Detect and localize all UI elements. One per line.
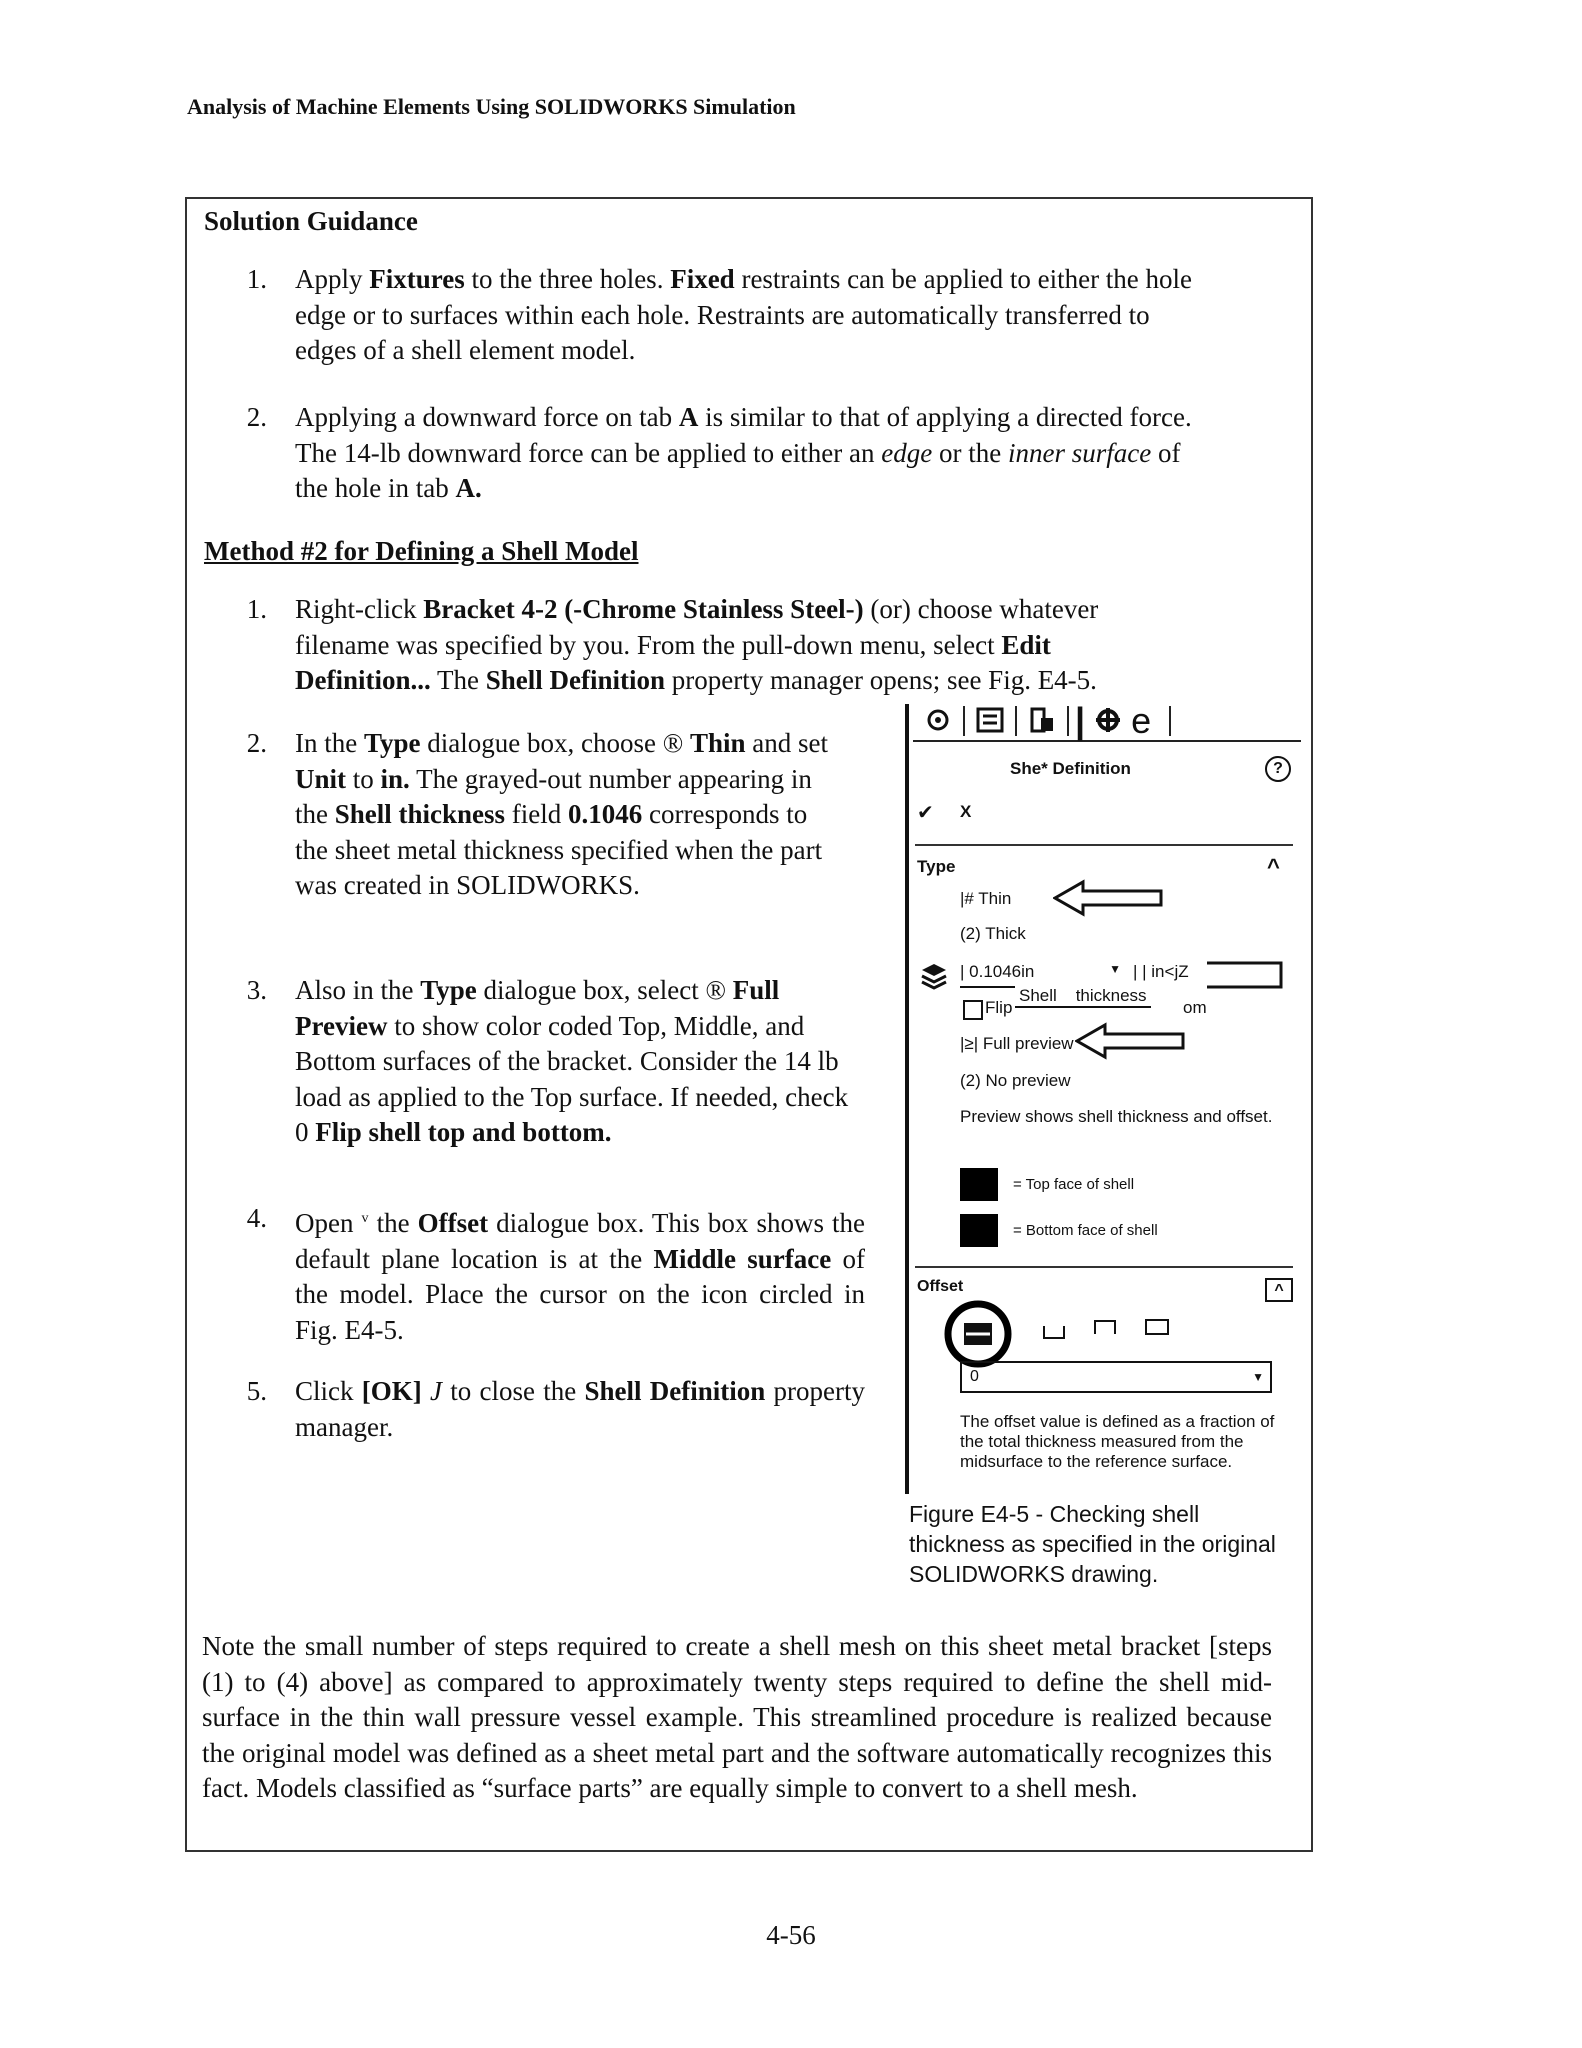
item-number: 5. xyxy=(246,1376,267,1406)
item-number: 2. xyxy=(246,402,267,432)
method-item-4-text: Open $^v$ the Offset dialogue box. This box shows the default plane location is at the Middle surface of the model. Place the cursor on the icon circled in Fig. E4-5. xyxy=(295,1208,866,1345)
arrow-left-icon xyxy=(1075,1022,1187,1060)
divider xyxy=(915,844,1293,846)
flip-label-tail: om xyxy=(1183,998,1207,1017)
target-icon xyxy=(1095,707,1121,733)
preview-note: Preview shows shell thickness and offset. xyxy=(960,1107,1273,1126)
item-number: 2. xyxy=(246,728,267,758)
property-tabs xyxy=(913,700,1301,742)
note-paragraph: Note the small number of steps required to create a shell mesh on this sheet metal bracket [steps (1) to (4) above] as compared to approximately twenty steps required to define the shell mid-surface in the thin wall pressure vessel example. This streamlined procedure is realized because the original model was defined as a sheet metal part and the software automatically recognizes this fact. Models classified as “surface parts” are equally simple to convert to a shell mesh. xyxy=(202,1631,1272,1803)
config-icon xyxy=(1027,706,1057,734)
shell-thickness-icon xyxy=(919,962,949,990)
divider xyxy=(915,1266,1293,1268)
item-number: 3. xyxy=(246,975,267,1005)
running-header: Analysis of Machine Elements Using SOLIDWORKS Simulation xyxy=(187,94,796,119)
offset-note: The offset value is defined as a fraction of the total thickness measured from the midsurface to the reference surface. xyxy=(960,1412,1275,1471)
guidance-item-2-text: Applying a downward force on tab A is similar to that of applying a directed force. The 14-lb downward force can be applied to either an edge or the inner surface of the hole in tab A. xyxy=(295,402,1192,503)
section-title: Solution Guidance xyxy=(204,206,418,236)
configuration-manager-tab[interactable] xyxy=(1017,706,1069,736)
unit-arrow-icon xyxy=(1205,959,1285,991)
property-manager-tab[interactable] xyxy=(965,706,1017,736)
bottom-surface-icon[interactable] xyxy=(1091,1316,1119,1338)
top-face-swatch xyxy=(960,1168,998,1201)
method-item-1-text: Right-click Bracket 4-2 (-Chrome Stainless Steel-) (or) choose whatever filename was specified by you. From the pull-down menu, select Edit Definition... The Shell Definition property manager opens; see Fig. E4-5. xyxy=(295,594,1099,695)
top-surface-icon[interactable] xyxy=(1040,1322,1068,1344)
cog-icon xyxy=(923,706,953,734)
type-section-label: Type xyxy=(917,857,956,876)
unit-select[interactable]: | | in<jZ xyxy=(1133,962,1189,981)
flip-label: Flip xyxy=(985,998,1013,1017)
list-icon xyxy=(975,706,1005,734)
panel-title: She* Definition xyxy=(1010,759,1131,778)
dimxpert-tab[interactable] xyxy=(1069,700,1171,741)
shell-thickness-tooltip: Shell thickness xyxy=(1015,986,1151,1008)
item-number: 4. xyxy=(246,1203,267,1233)
offset-value-input[interactable]: 0 ▼ xyxy=(960,1361,1272,1393)
method-title: Method #2 for Defining a Shell Model xyxy=(204,536,639,566)
arrow-left-icon xyxy=(1053,879,1165,917)
bottom-face-swatch xyxy=(960,1214,998,1247)
display-manager-tab-label: e xyxy=(1131,700,1152,741)
item-number: 1. xyxy=(246,264,267,294)
feature-manager-tab[interactable] xyxy=(913,706,965,736)
panel-border xyxy=(905,704,909,1494)
type-collapse-icon[interactable]: ^ xyxy=(1267,854,1280,879)
method-item-3-text: Also in the Type dialogue box, select ® Full Preview to show color coded Top, Middle, and Bottom surfaces of the bracket. Consider the 14 lb load as applied to the Top surface. If needed, check 0 Flip shell top and bottom. xyxy=(295,975,849,1147)
figure-caption: Figure E4-5 - Checking shell thickness as specified in the original SOLIDWORKS drawing. xyxy=(909,1501,1276,1587)
item-number: 1. xyxy=(246,594,267,624)
flip-checkbox[interactable] xyxy=(963,1000,983,1020)
middle-surface-icon[interactable] xyxy=(940,1299,1020,1369)
thin-radio[interactable]: |# Thin xyxy=(960,889,1012,908)
shell-definition-panel xyxy=(905,700,1300,1494)
bottom-face-label: = Bottom face of shell xyxy=(1013,1222,1158,1239)
cancel-button[interactable]: X xyxy=(960,802,972,821)
offset-collapse-button[interactable]: ^ xyxy=(1265,1278,1293,1302)
help-icon[interactable]: ? xyxy=(1265,756,1291,782)
full-preview-radio[interactable]: |≥| Full preview xyxy=(960,1034,1074,1053)
thick-radio[interactable]: (2) Thick xyxy=(960,924,1026,943)
offset-section-label: Offset xyxy=(917,1278,964,1295)
no-preview-radio[interactable]: (2) No preview xyxy=(960,1071,1071,1090)
top-face-label: = Top face of shell xyxy=(1013,1176,1135,1193)
method-item-5-text: Click [OK] J to close the Shell Definition property manager. xyxy=(295,1376,866,1442)
user-defined-icon[interactable] xyxy=(1143,1316,1171,1338)
ok-button[interactable]: ✔ xyxy=(917,802,934,824)
page-number: 4-56 xyxy=(766,1920,816,1950)
solution-guidance-box xyxy=(185,197,1313,1852)
shell-thickness-input[interactable]: | 0.1046in ▼ xyxy=(960,962,1125,988)
method-item-2-text: In the Type dialogue box, choose ® Thin and set Unit to in. The grayed-out number appearing in the Shell thickness field 0.1046 corresponds to the sheet metal thickness specified when the part was created in SOLIDWORKS. xyxy=(295,728,828,900)
tab-separator: | xyxy=(1075,700,1086,741)
guidance-item-1-text: Apply Fixtures to the three holes. Fixed restraints can be applied to either the hole edge or to surfaces within each hole. Restraints are automatically transferred to edges of a shell element model. xyxy=(295,264,1193,365)
